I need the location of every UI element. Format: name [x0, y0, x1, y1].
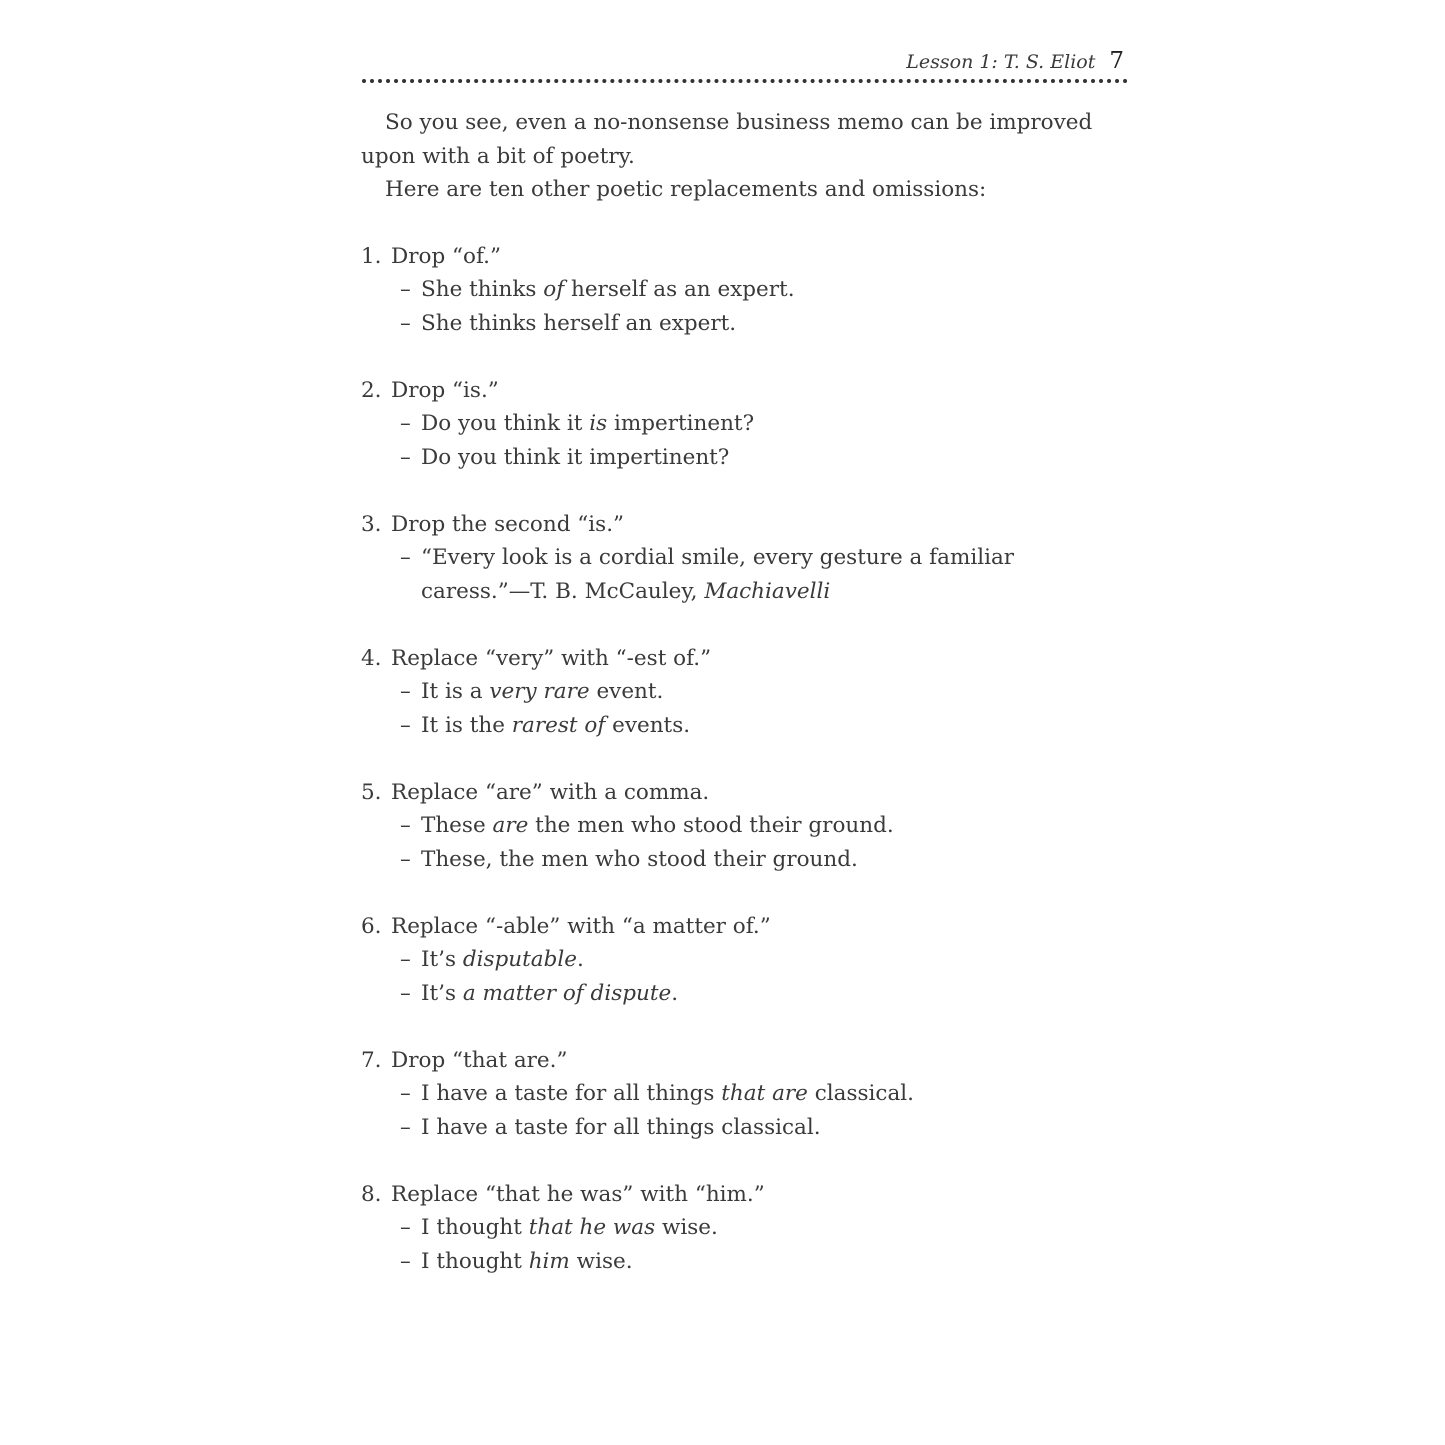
dash-bullet: – [400, 277, 411, 302]
example-text: I have a taste for all things [421, 1081, 722, 1106]
running-head [0, 44, 1124, 79]
example-emphasis: rarest of [511, 712, 606, 738]
example-text-end: wise. [655, 1215, 718, 1240]
rule-number: 3. [361, 511, 382, 537]
list-item [361, 240, 1127, 341]
example-emphasis: that are [721, 1081, 808, 1106]
example-sentence [361, 977, 1127, 1011]
rule-line [361, 910, 1127, 944]
example-text-end: event. [589, 679, 664, 704]
example-text-end: impertinent? [607, 411, 755, 436]
list-item [361, 508, 1127, 609]
rule-line [361, 776, 1127, 810]
example-text-end: the men who stood their ground. [528, 813, 894, 838]
example-text-end: herself as an expert. [564, 277, 795, 302]
dash-bullet: – [400, 846, 411, 872]
example-sentence [361, 1245, 1127, 1279]
dash-bullet: – [400, 1114, 411, 1140]
rule-text: Replace “are” with a comma. [391, 779, 710, 805]
dash-bullet: – [400, 411, 411, 436]
example-emphasis: Machiavelli [704, 578, 831, 604]
example-sentence [361, 1077, 1127, 1111]
dash-bullet: – [400, 947, 411, 972]
dash-bullet: – [400, 1215, 411, 1240]
rule-number: 8. [361, 1181, 382, 1207]
rule-text: Replace “very” with “-est of.” [391, 645, 712, 671]
example-text: I thought [421, 1215, 529, 1240]
example-sentence [361, 943, 1127, 977]
rule-line [361, 642, 1127, 676]
page-number: 7 [1109, 48, 1124, 74]
rule-text: Drop “that are.” [391, 1047, 568, 1073]
rule-number: 6. [361, 913, 382, 939]
dash-bullet: – [400, 310, 411, 336]
rule-text: Drop “of.” [391, 243, 502, 269]
rule-number: 5. [361, 779, 382, 805]
rules-list [361, 240, 1127, 1279]
example-sentence [361, 407, 1127, 441]
dash-bullet: – [400, 444, 411, 470]
example-text: Do you think it [421, 411, 590, 436]
page-body [361, 106, 1127, 1312]
example-text: It’s [421, 980, 463, 1006]
example-sentence [361, 441, 1127, 475]
dash-bullet: – [400, 813, 411, 838]
intro-paragraph-2: Here are ten other poetic replacements and omissions: [385, 177, 987, 202]
example-text-end: classical. [807, 1081, 914, 1106]
example-text: Do you think it impertinent? [421, 444, 730, 470]
rule-text: Replace “that he was” with “him.” [391, 1181, 765, 1207]
example-sentence [361, 843, 1127, 877]
rule-number: 7. [361, 1047, 382, 1073]
example-text: She thinks [421, 277, 544, 302]
example-text-end: . [576, 947, 584, 972]
example-text-end: events. [605, 712, 691, 738]
example-emphasis: disputable [462, 947, 577, 972]
example-text: It’s [421, 947, 463, 972]
rule-text: Replace “-able” with “a matter of.” [391, 913, 771, 939]
example-sentence [361, 541, 1127, 608]
dash-bullet: – [400, 712, 411, 738]
example-text: These [421, 813, 493, 838]
rule-line [361, 240, 1127, 274]
rule-line [361, 1178, 1127, 1212]
example-emphasis: is [589, 411, 608, 436]
example-text: These, the men who stood their ground. [421, 846, 858, 872]
example-sentence [361, 1211, 1127, 1245]
dash-bullet: – [400, 1248, 411, 1274]
rule-line [361, 374, 1127, 408]
example-text: I have a taste for all things classical. [421, 1114, 821, 1140]
example-emphasis: of [543, 277, 565, 302]
example-text: It is a [421, 679, 490, 704]
list-item [361, 642, 1127, 743]
example-emphasis: very rare [489, 679, 590, 704]
rule-number: 4. [361, 645, 382, 671]
example-text: “Every look is a cordial smile, every gesture a familiar caress.”—T. B. McCauley, [421, 545, 1015, 604]
example-text-end: wise. [569, 1248, 633, 1274]
example-sentence [361, 273, 1127, 307]
dash-bullet: – [400, 980, 411, 1006]
example-sentence [361, 809, 1127, 843]
running-title: Lesson 1: T. S. Eliot [906, 51, 1096, 73]
list-item [361, 776, 1127, 877]
rule-text: Drop “is.” [391, 377, 499, 403]
example-sentence [361, 709, 1127, 743]
list-item [361, 1178, 1127, 1279]
dash-bullet: – [400, 679, 411, 704]
rule-number: 2. [361, 377, 382, 403]
list-item [361, 910, 1127, 1011]
intro-paragraph-1: So you see, even a no-nonsense business memo can be improved upon with a bit of poetry. [361, 110, 1093, 169]
example-sentence [361, 307, 1127, 341]
example-text: I thought [421, 1248, 529, 1274]
dash-bullet: – [400, 1081, 411, 1106]
rule-line [361, 508, 1127, 542]
rule-number: 1. [361, 243, 382, 269]
dotted-rule-divider [362, 79, 1128, 83]
list-item [361, 374, 1127, 475]
example-text-end: . [671, 980, 679, 1006]
dash-bullet: – [400, 545, 411, 570]
example-emphasis: a matter of dispute [462, 980, 672, 1006]
list-item [361, 1044, 1127, 1145]
example-emphasis: are [492, 813, 529, 838]
example-text: It is the [421, 712, 512, 738]
example-sentence [361, 675, 1127, 709]
example-text: She thinks herself an expert. [421, 310, 737, 336]
example-emphasis: him [528, 1248, 570, 1274]
rule-text: Drop the second “is.” [391, 511, 625, 537]
rule-line [361, 1044, 1127, 1078]
example-emphasis: that he was [528, 1215, 656, 1240]
example-sentence [361, 1111, 1127, 1145]
